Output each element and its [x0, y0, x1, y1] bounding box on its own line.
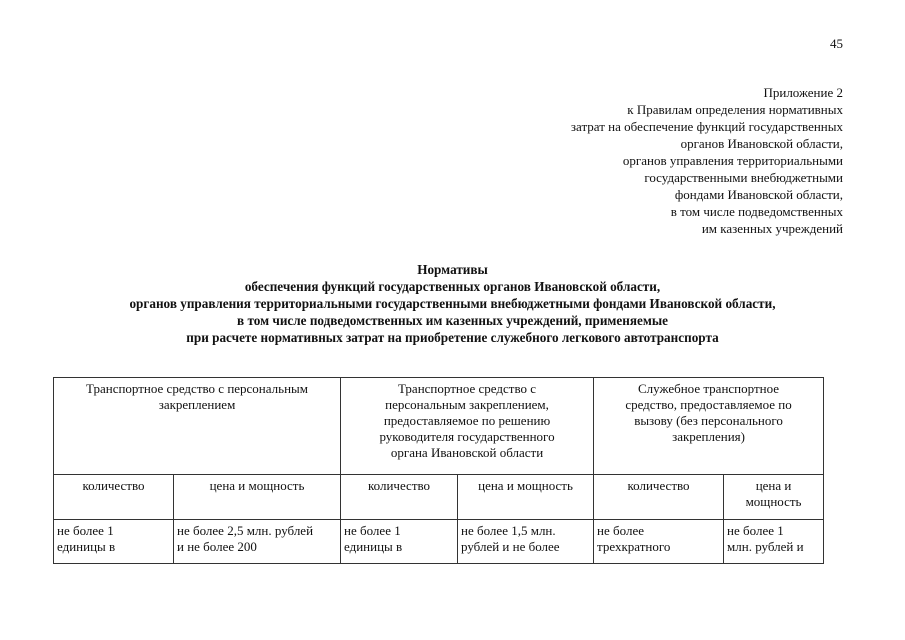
table-cell — [54, 520, 174, 564]
header-line: предоставляемое по решению — [383, 413, 551, 428]
cell-line: трехкратного — [597, 539, 671, 554]
header-line: Транспортное средство с — [397, 381, 537, 396]
header-line: закрепления) — [672, 429, 745, 444]
appendix-line: им казенных учреждений — [701, 221, 843, 236]
header-line: цена и мощность — [209, 478, 305, 493]
table-cell — [594, 520, 724, 564]
cell-line: не более 1 — [57, 523, 114, 538]
cell-line: не более 1 — [344, 523, 401, 538]
cell-line: не более 1,5 млн. — [461, 523, 556, 538]
page-number: 45 — [830, 36, 843, 51]
table-cell — [341, 520, 458, 564]
table-cell — [724, 520, 824, 564]
cell-line: рублей и не более — [461, 539, 560, 554]
header-line: количество — [82, 478, 145, 493]
appendix-line: государственными внебюджетными — [644, 170, 843, 185]
header-line: цена и — [755, 478, 792, 493]
sub-header-price-power — [174, 475, 341, 520]
title-line: при расчете нормативных затрат на приобретение служебного легкового автотранспорта — [186, 330, 719, 345]
cell-line: единицы в — [344, 539, 403, 554]
document-title — [40, 261, 865, 346]
cell-line: не более — [597, 523, 644, 538]
header-line: цена и мощность — [478, 478, 573, 493]
sub-header-quantity — [594, 475, 724, 520]
cell-line: не более 2,5 млн. рублей — [177, 523, 314, 538]
cell-line: единицы в — [57, 539, 116, 554]
table-cell — [458, 520, 594, 564]
group-header-personal — [54, 378, 341, 475]
table-group-header-row — [54, 378, 824, 475]
header-line: количество — [627, 478, 690, 493]
sub-header-price-power — [724, 475, 824, 520]
header-line: вызову (без персонального — [634, 413, 783, 428]
table-cell — [174, 520, 341, 564]
title-line: органов управления территориальными государственными внебюджетными фондами Ивановской области, — [129, 296, 776, 311]
appendix-line: органов Ивановской области, — [680, 136, 843, 151]
appendix-line: Приложение 2 — [763, 85, 843, 100]
header-line: Служебное транспортное — [638, 381, 780, 396]
header-line: средство, предоставляемое по — [625, 397, 792, 412]
appendix-line: в том числе подведомственных — [670, 204, 843, 219]
appendix-line: к Правилам определения нормативных — [627, 102, 843, 117]
cell-line: млн. рублей и — [727, 539, 804, 554]
header-line: персональным закреплением, — [385, 397, 549, 412]
header-line: Транспортное средство с персональным — [86, 381, 308, 396]
group-header-on-call — [594, 378, 824, 475]
header-line: руководителя государственного — [379, 429, 555, 444]
table-sub-header-row — [54, 475, 824, 520]
cell-line: не более 1 — [727, 523, 784, 538]
title-line: обеспечения функций государственных органов Ивановской области, — [244, 279, 661, 294]
header-line: закреплением — [158, 397, 236, 412]
cell-line: и не более 200 — [177, 539, 257, 554]
sub-header-price-power — [458, 475, 594, 520]
norms-table — [53, 377, 824, 564]
group-header-personal-by-decision — [341, 378, 594, 475]
appendix-line: затрат на обеспечение функций государственных — [570, 119, 843, 134]
sub-header-quantity — [54, 475, 174, 520]
header-line: мощность — [745, 494, 802, 509]
header-line: количество — [367, 478, 431, 493]
title-line: в том числе подведомственных им казенных учреждений, применяемые — [237, 313, 668, 328]
header-line: органа Ивановской области — [390, 445, 544, 460]
sub-header-quantity — [341, 475, 458, 520]
title-line: Нормативы — [417, 262, 488, 277]
appendix-line: фондами Ивановской области, — [674, 187, 843, 202]
appendix-line: органов управления территориальными — [622, 153, 843, 168]
table-row — [54, 520, 824, 564]
appendix-header — [483, 84, 843, 237]
